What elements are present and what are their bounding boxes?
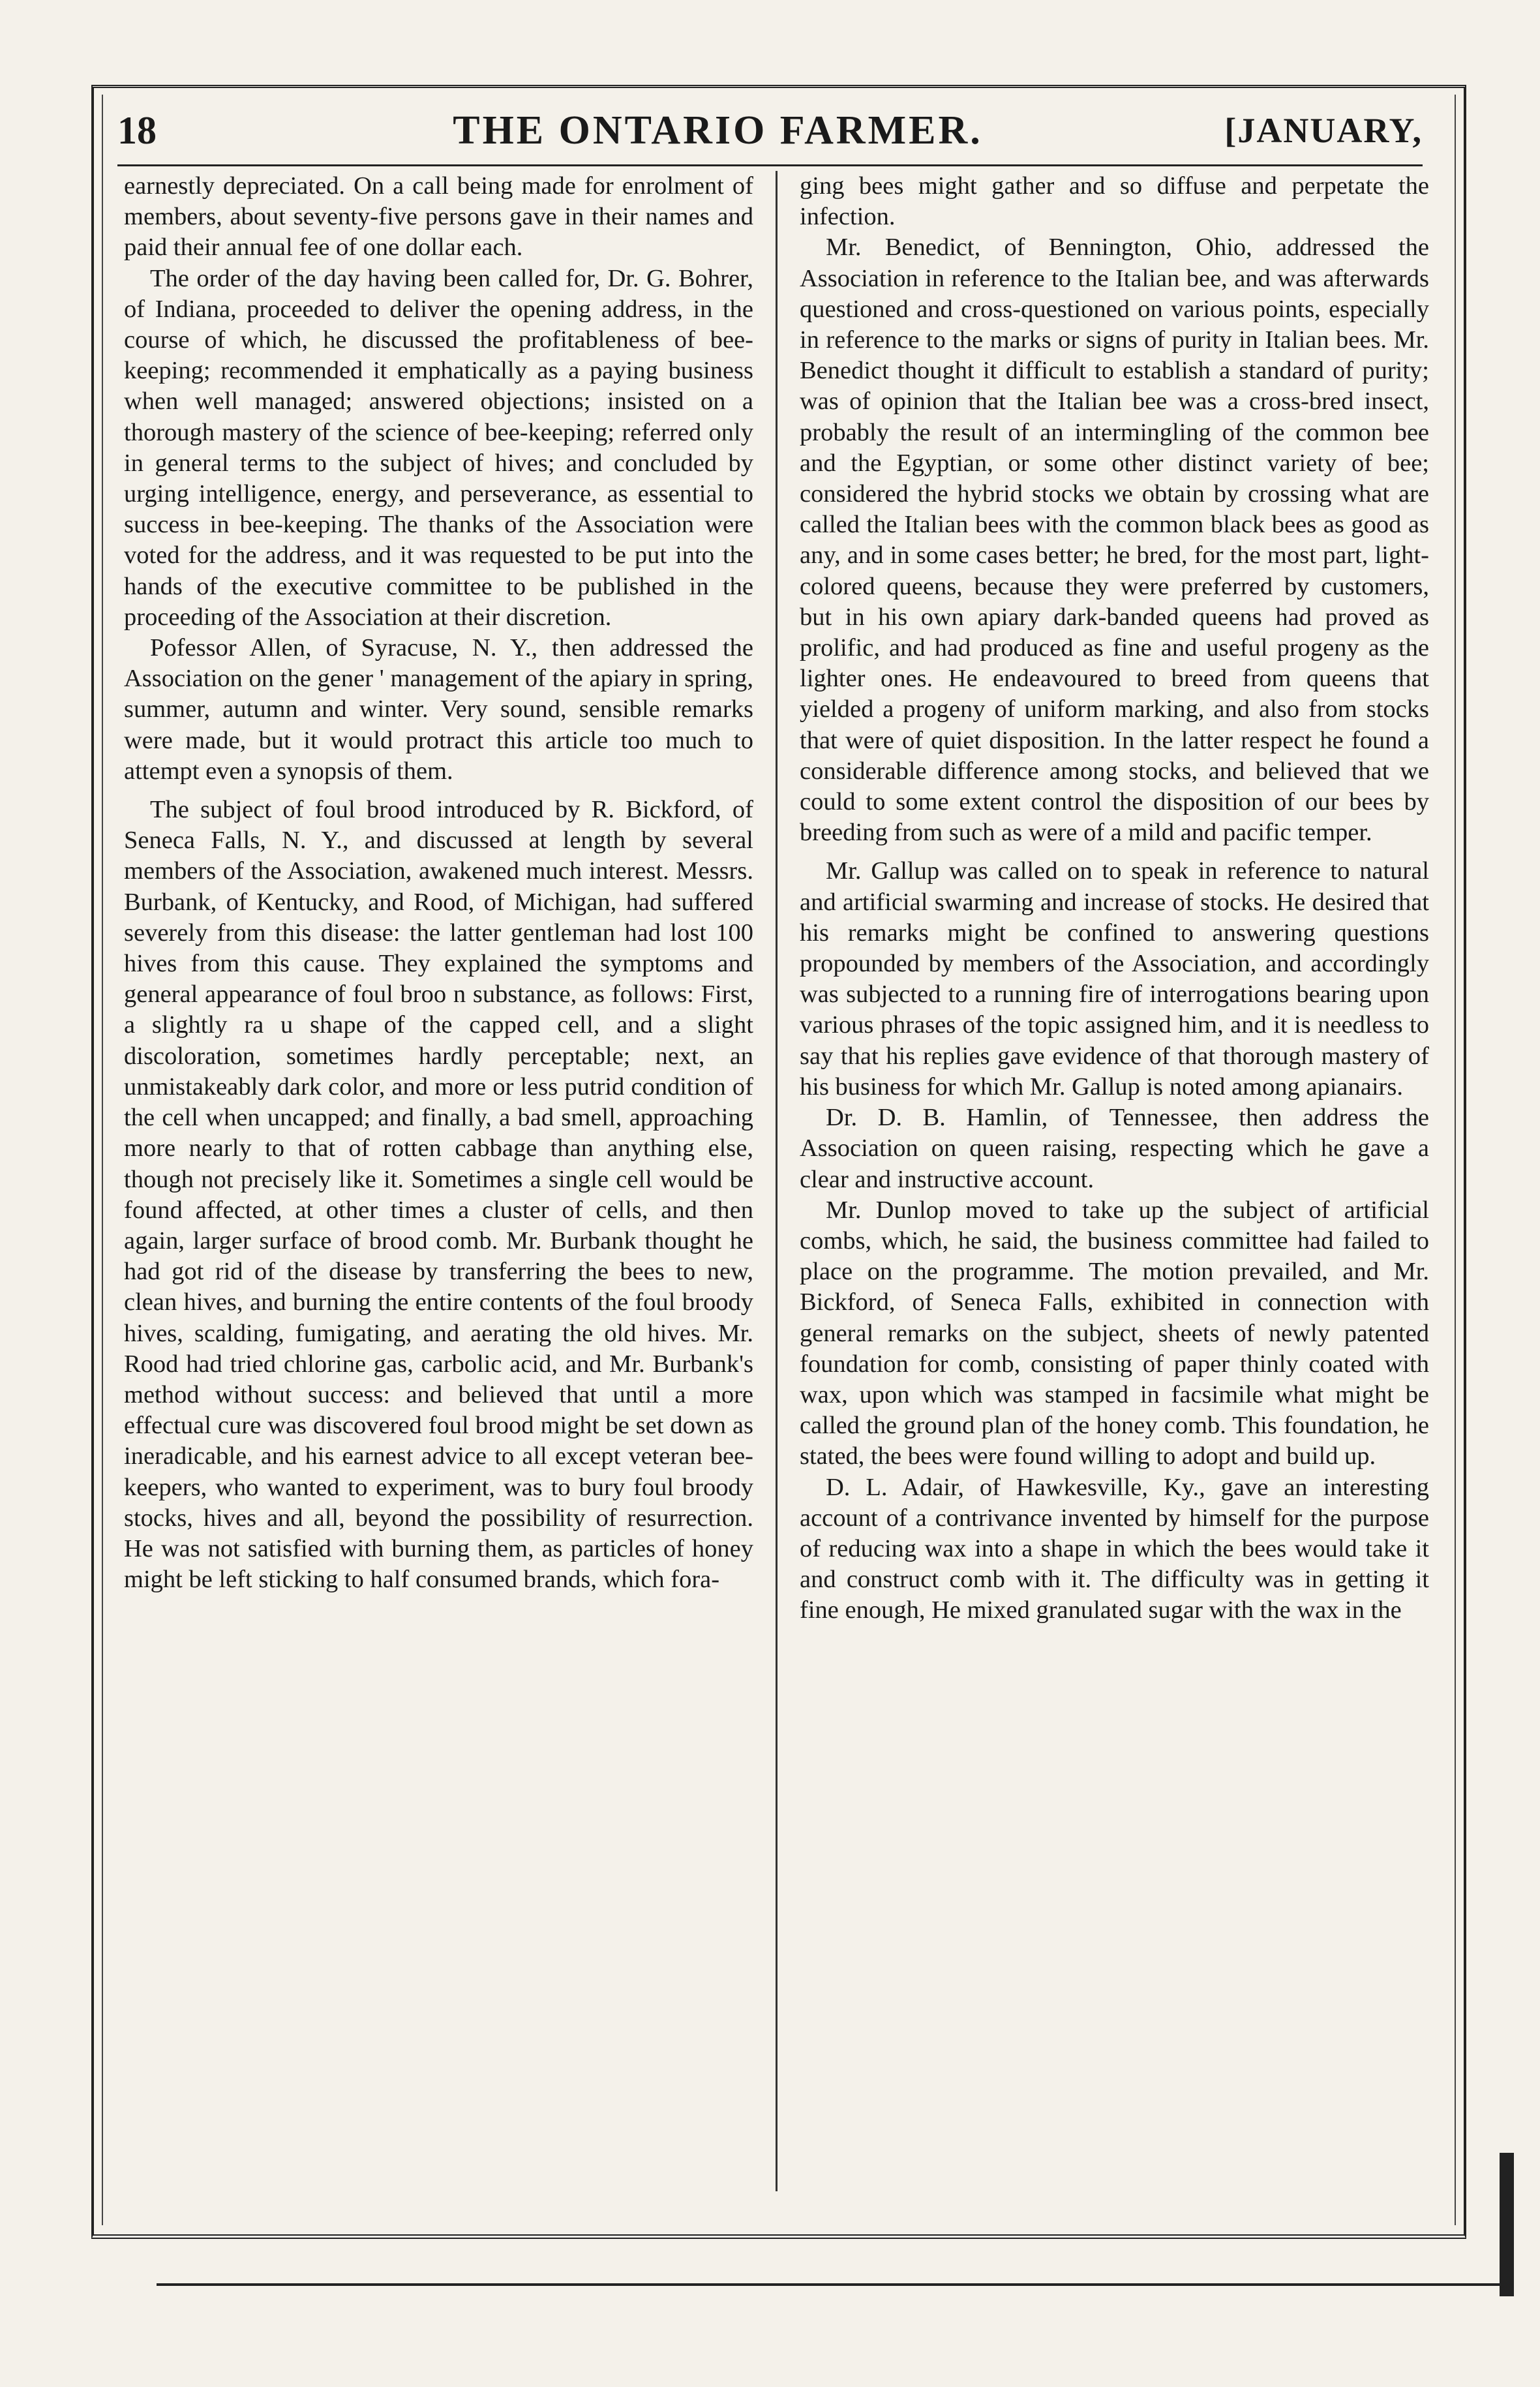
right-column	[800, 171, 1429, 2191]
header-rule	[117, 164, 1423, 166]
journal-title: THE ONTARIO FARMER.	[453, 108, 983, 153]
paragraph: The order of the day having been called for, Dr. G. Bohrer, of Indiana, proceeded to deliver the opening address, in the course of which, he discussed the profitableness of bee-keeping; recommended it emphatically as a paying business when well managed; answered objections; insisted on a thorough mastery of the science of bee-keeping; referred only in general terms to the subject of hives; and concluded by urging intelligence, energy, and perseverance, as essential to success in bee-keeping. The thanks of the Association were voted for the address, and it was requested to be put into the hands of the executive committee to be published in the proceeding of the Association at their discretion.	[124, 264, 753, 631]
paragraph: ging bees might gather and so diffuse and perpetate the infection.	[800, 172, 1429, 231]
paragraph: D. L. Adair, of Hawkesville, Ky., gave an interesting account of a contrivance invented by himself for the purpose of reducing wax into a shape in which the bees would take it and construct comb with it. The difficulty was in getting it fine enough, He mixed granulated sugar with the wax in the	[800, 1473, 1429, 1624]
paragraph: Mr. Gallup was called on to speak in reference to natural and artificial swarming and increase of stocks. He desired that his remarks might be confined to answering questions propounded by members of the Association, and accordingly was subjected to a running fire of interrogations bearing upon various phrases of the topic assigned him, and it is needless to say that his replies gave evidence of that thorough mastery of his business for which Mr. Gallup is noted among apianairs.	[800, 857, 1429, 1101]
paragraph: The subject of foul brood introduced by R. Bickford, of Seneca Falls, N. Y., and discussed at length by several members of the Association, awakened much interest. Messrs. Burbank, of Kentucky, and Rood, of Michigan, had suffered severely from this disease: the latter gentleman had lost 100 hives from this cause. They explained the symptoms and general appearance of foul broo n substance, as follows: First, a slightly ra u shape of the capped cell, and a slight discoloration, sometimes hardly perceptable; next, an unmistakeably dark color, and more or less putrid condition of the cell when uncapped; and finally, a bad smell, approaching more nearly to that of rotten cabbage than anything else, though not precisely like it. Sometimes a single cell would be found affected, at other times a cluster of cells, and then again, larger surface of brood comb. Mr. Burbank thought he had got rid of the disease by transferring the bees to new, clean hives, and burning the entire contents of the foul broody hives, scalding, fumigating, and aerating the old hives. Mr. Rood had tried chlorine gas, carbolic acid, and Mr. Burbank's method without success: and believed that until a more effectual cure was discovered foul brood might be set down as ineradicable, and his earnest advice to all except veteran bee-keepers, who wanted to experiment, was to bury foul broody stocks, hives and all, beyond the possibility of resurrection. He was not satisfied with burning them, as particles of honey might be left sticking to half consumed brands, which fora-	[124, 796, 753, 1594]
paragraph: Mr. Benedict, of Bennington, Ohio, addressed the Association in reference to the Italian bee, and was afterwards questioned and cross-questioned on various points, especially in reference to the marks or signs of purity in Italian bees. Mr. Benedict thought it difficult to establish a standard of purity; was of opinion that the Italian bee was a cross-bred insect, probably the result of an intermingling of the common bee and the Egyptian, or some other distinct variety of bee; considered the hybrid stocks we obtain by crossing what are called the Italian bees with the common black bees as good as any, and in some cases better; he bred, for the most part, light-colored queens, because they were preferred by customers, but in his own apiary dark-banded queens had proved as prolific, and had produced as fine and useful progeny as the lighter ones. He endeavoured to breed from queens that yielded a progeny of uniform marking, and also from stocks that were of quiet disposition. In the latter respect he found a considerable difference among stocks, and believed that we could to some extent control the disposition of our bees by breeding from such as were of a mild and pacific temper.	[800, 234, 1429, 847]
column-divider	[776, 171, 778, 2191]
paragraph: Mr. Dunlop moved to take up the subject of artificial combs, which, he said, the business committee had failed to place on the programme. The motion prevailed, and Mr. Bickford, of Seneca Falls, exhibited in connection with general remarks on the subject, sheets of newly patented foundation for comb, consisting of paper thinly coated with wax, upon which was stamped in facsimile what might be called the ground plan of the honey comb. This foundation, he stated, the bees were found willing to adopt and build up.	[800, 1196, 1429, 1470]
left-column	[124, 171, 753, 2191]
issue-month: [JANUARY,	[1224, 111, 1423, 150]
running-head	[117, 98, 1423, 163]
binding-edge-mark	[1500, 2153, 1514, 2296]
paragraph: Dr. D. B. Hamlin, of Tennessee, then address the Association on queen raising, respecting which he gave a clear and instructive account.	[800, 1104, 1429, 1193]
paragraph: Pofessor Allen, of Syracuse, N. Y., then addressed the Association on the gener ' management of the apiary in spring, summer, autumn and winter. Very sound, sensible remarks were made, but it would protract this article too much to attempt even a synopsis of them.	[124, 634, 753, 785]
paragraph: earnestly depreciated. On a call being made for enrolment of members, about seventy-five persons gave in their names and paid their annual fee of one dollar each.	[124, 172, 753, 262]
page-number: 18	[117, 108, 157, 152]
footer-rule	[157, 2283, 1501, 2286]
article-columns	[124, 171, 1429, 2191]
